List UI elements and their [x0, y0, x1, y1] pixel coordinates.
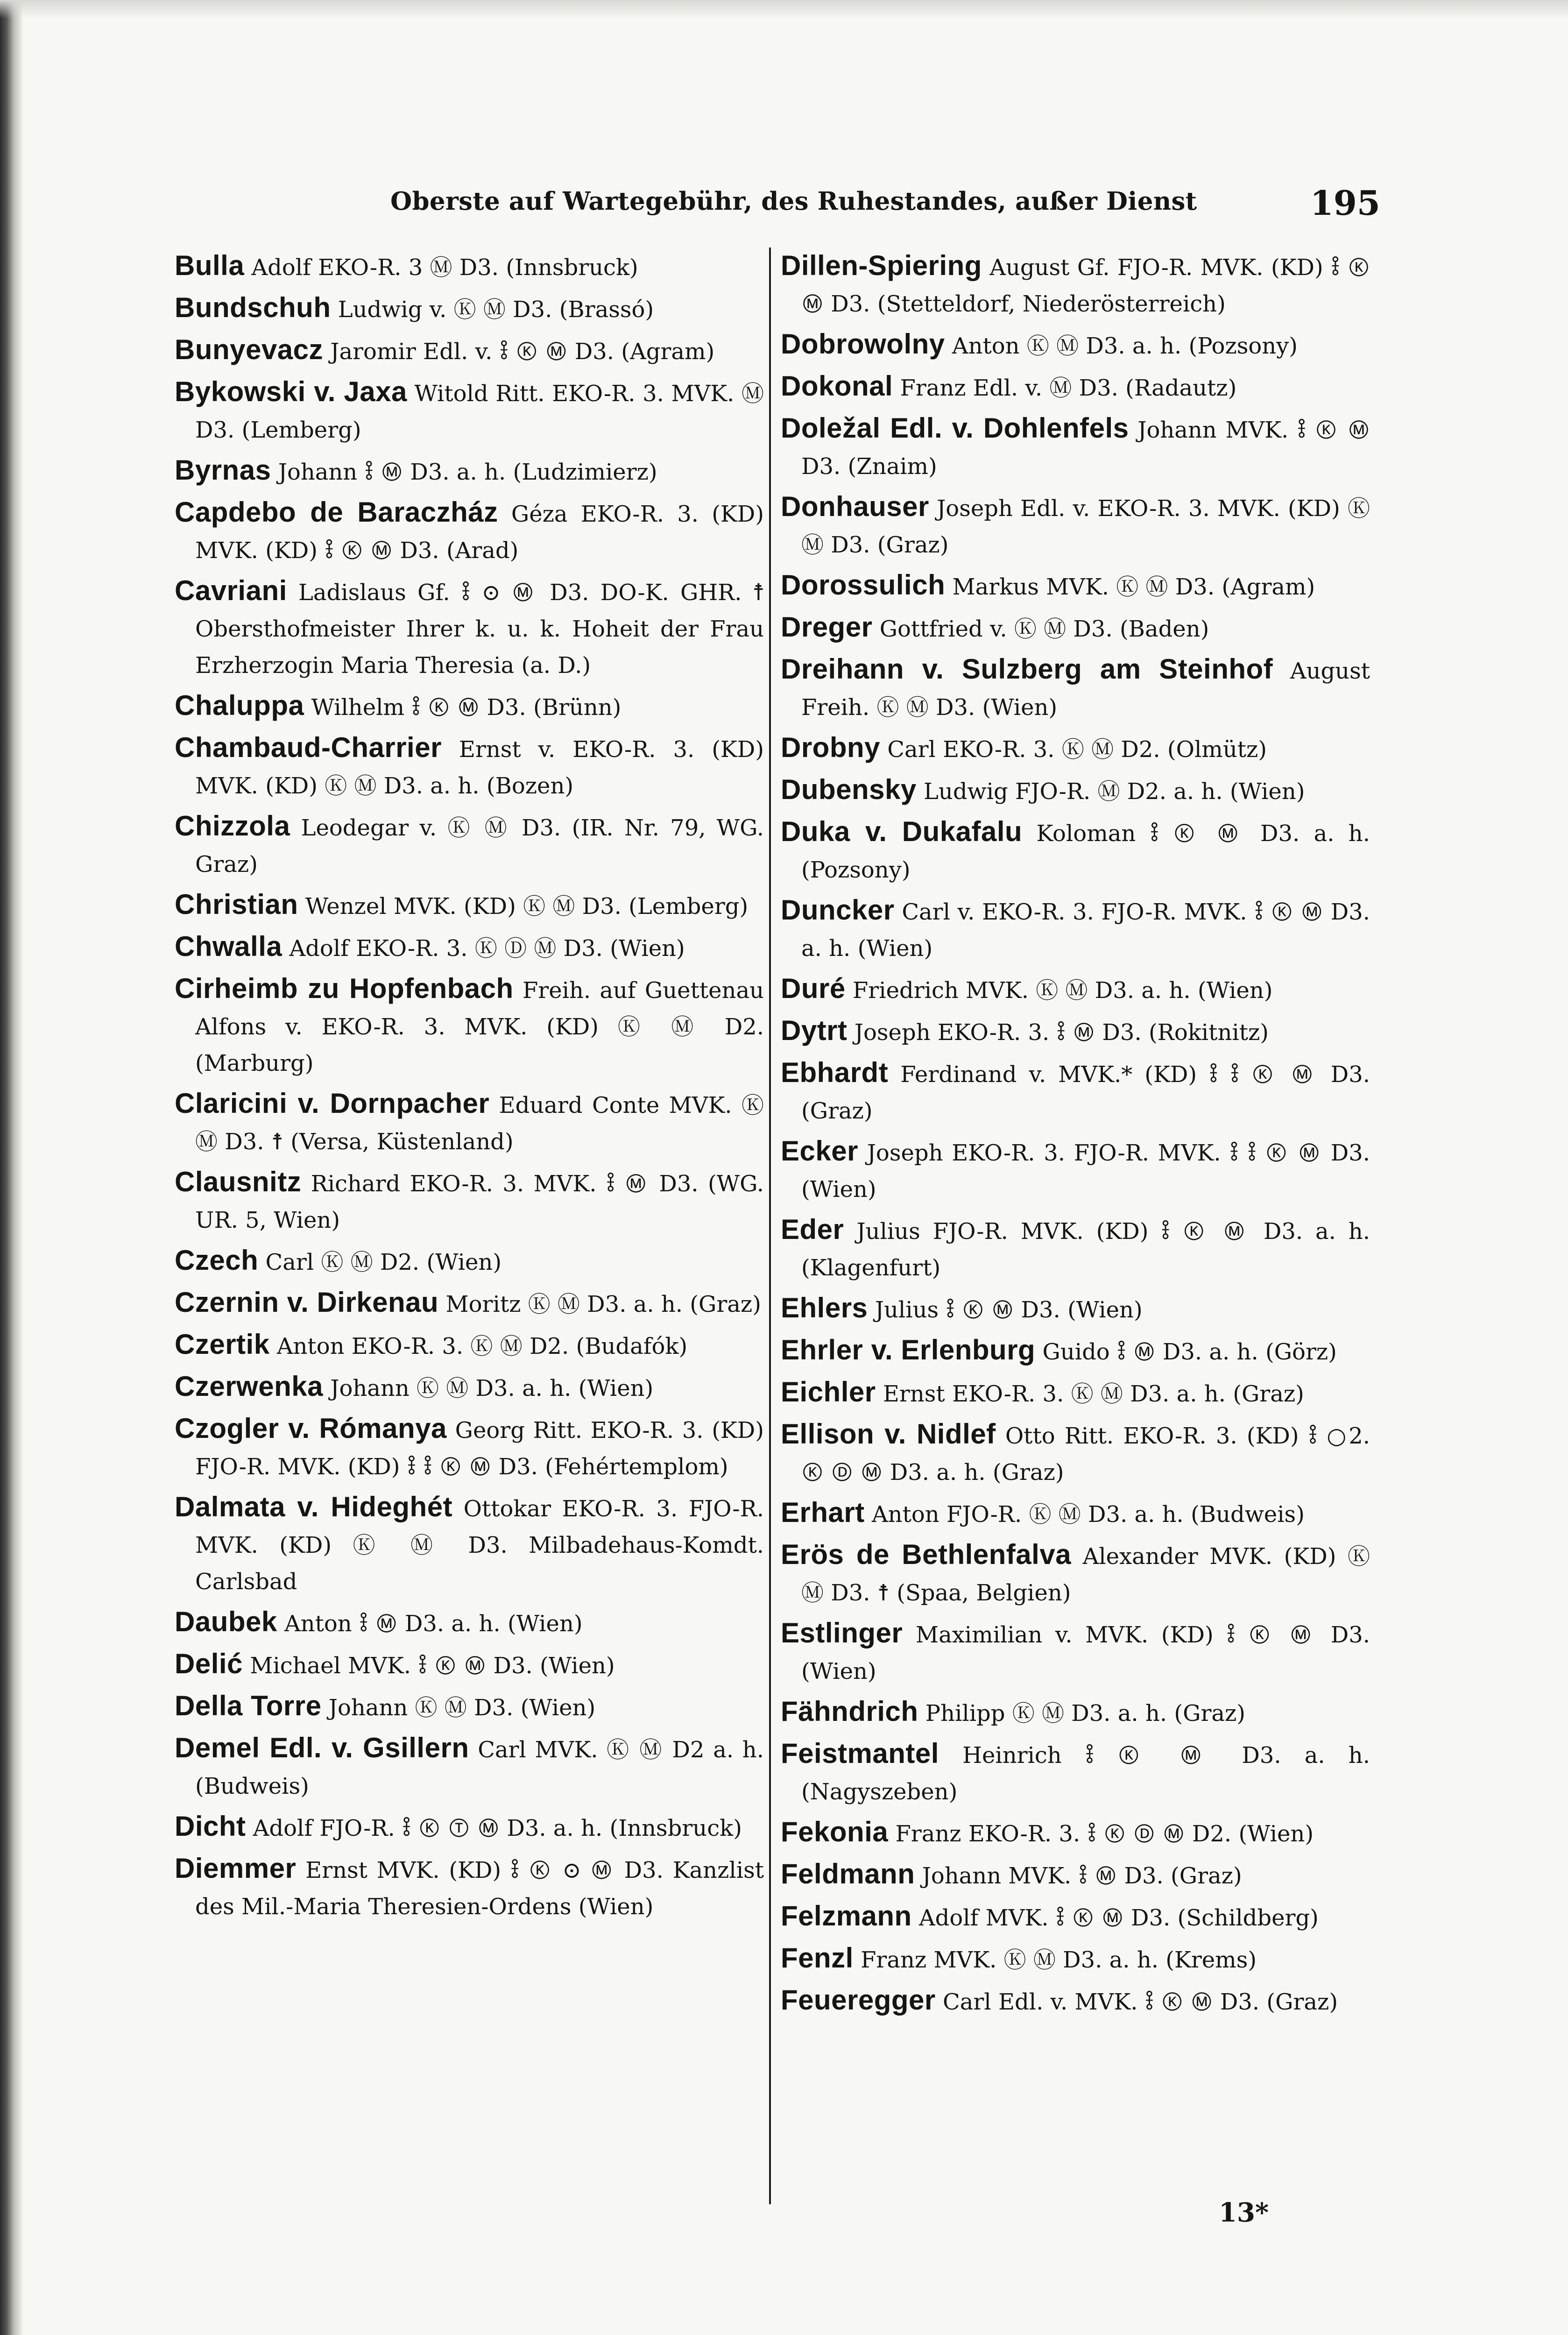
register-entry	[781, 1856, 1370, 1894]
entry-name: Czerwenka	[175, 1371, 323, 1402]
signature-mark: 13*	[1219, 2197, 1269, 2228]
register-entry	[175, 928, 764, 967]
register-entry	[781, 1374, 1370, 1412]
entry-details: Anton 🜣 Ⓜ D3. a. h. (Wien)	[284, 1611, 583, 1637]
entry-details: Anton Ⓚ Ⓜ D3. a. h. (Pozsony)	[952, 333, 1298, 359]
entry-name: Dubensky	[781, 774, 917, 805]
entry-details: Ferdinand v. MVK.* (KD) 🜣 🜣 Ⓚ Ⓜ D3. (Graz)	[801, 1061, 1370, 1124]
page-number: 195	[1310, 183, 1380, 223]
entry-details: Ludwig FJO-R. Ⓜ D2. a. h. (Wien)	[924, 778, 1305, 805]
entry-name: Chaluppa	[175, 690, 304, 721]
register-entry	[175, 1284, 764, 1323]
register-entry	[781, 1211, 1370, 1286]
entry-name: Diemmer	[175, 1853, 297, 1884]
entry-details: Carl v. EKO-R. 3. FJO-R. MVK. 🜣 Ⓚ Ⓜ D3. a. h. (Wien)	[801, 899, 1370, 962]
entry-details: Adolf FJO-R. 🜣 Ⓚ Ⓣ Ⓜ D3. a. h. (Innsbruck)	[253, 1815, 742, 1841]
left-column	[175, 248, 764, 2209]
register-entry	[175, 1850, 764, 1925]
register-entry	[175, 332, 764, 370]
register-entry	[175, 1164, 764, 1238]
register-entry	[781, 1290, 1370, 1328]
register-entry	[781, 368, 1370, 406]
register-entry	[781, 1012, 1370, 1051]
entry-details: Guido 🜣 Ⓜ D3. a. h. (Görz)	[1042, 1339, 1337, 1365]
entry-details: Johann Ⓚ Ⓜ D3. (Wien)	[328, 1695, 596, 1721]
entry-name: Czech	[175, 1245, 259, 1276]
entry-details: Anton FJO-R. Ⓚ Ⓜ D3. a. h. (Budweis)	[871, 1501, 1305, 1528]
entry-name: Ebhardt	[781, 1057, 889, 1088]
entry-name: Fenzl	[781, 1942, 854, 1974]
entry-details: Wenzel MVK. (KD) Ⓚ Ⓜ D3. (Lemberg)	[305, 893, 749, 920]
entry-name: Felzmann	[781, 1900, 912, 1932]
entry-details: Carl EKO-R. 3. Ⓚ Ⓜ D2. (Olmütz)	[887, 736, 1267, 763]
entry-name: Dorossulich	[781, 569, 946, 601]
entry-name: Daubek	[175, 1606, 277, 1637]
register-entry	[175, 1085, 764, 1160]
entry-details: Richard EKO-R. 3. MVK. 🜣 Ⓜ D3. (WG. UR. 5, Wien)	[195, 1171, 764, 1233]
entry-name: Feldmann	[781, 1858, 915, 1889]
register-entry	[175, 1730, 764, 1804]
entry-name: Della Torre	[175, 1690, 322, 1721]
register-entry	[175, 573, 764, 684]
register-entry	[175, 886, 764, 925]
entry-name: Fähndrich	[781, 1696, 918, 1727]
entry-details: Ladislaus Gf. 🜣 ⊙ Ⓜ D3. DO-K. GHR. ☨ Obersthofmeister Ihrer k. u. k. Hoheit der Frau Erzherzogin Maria Theresia (a. D.)	[195, 580, 764, 679]
register-entry	[781, 1735, 1370, 1810]
register-entry	[175, 970, 764, 1082]
register-entry	[781, 1536, 1370, 1611]
register-entry	[781, 651, 1370, 726]
entry-name: Erös de Bethlenfalva	[781, 1539, 1072, 1570]
register-entry	[175, 1368, 764, 1407]
entry-name: Chizzola	[175, 810, 290, 842]
register-entry	[175, 687, 764, 726]
entry-name: Duncker	[781, 894, 895, 926]
entry-details: Julius FJO-R. MVK. (KD) 🜣 Ⓚ Ⓜ D3. a. h. (Klagenfurt)	[801, 1218, 1370, 1281]
entry-name: Capdebo de Baraczház	[175, 496, 498, 528]
entry-name: Dillen-Spiering	[781, 250, 982, 281]
register-entry	[781, 970, 1370, 1009]
register-entry	[175, 1604, 764, 1642]
entry-details: Ludwig v. Ⓚ Ⓜ D3. (Brassó)	[338, 297, 654, 323]
register-entry	[175, 290, 764, 328]
register-entry	[175, 452, 764, 490]
entry-details: Ernst v. EKO-R. 3. (KD) MVK. (KD) Ⓚ Ⓜ D3. a. h. (Bozen)	[195, 736, 764, 799]
entry-details: August Gf. FJO-R. MVK. (KD) 🜣 Ⓚ Ⓜ D3. (Stetteldorf, Niederösterreich)	[801, 255, 1370, 317]
entry-details: Carl Edl. v. MVK. 🜣 Ⓚ Ⓜ D3. (Graz)	[943, 1989, 1338, 2015]
entry-details: Adolf MVK. 🜣 Ⓚ Ⓜ D3. (Schildberg)	[918, 1905, 1319, 1931]
entry-name: Clausnitz	[175, 1166, 302, 1197]
entry-details: Julius 🜣 Ⓚ Ⓜ D3. (Wien)	[875, 1297, 1143, 1323]
entry-name: Bundschuh	[175, 292, 331, 323]
entry-name: Chwalla	[175, 931, 283, 962]
entry-details: Philipp Ⓚ Ⓜ D3. a. h. (Graz)	[925, 1700, 1246, 1726]
entry-name: Donhauser	[781, 491, 929, 522]
entry-name: Duka v. Dukafalu	[781, 816, 1023, 847]
entry-name: Bykowski v. Jaxa	[175, 376, 407, 407]
entry-name: Bulla	[175, 250, 245, 281]
register-entry	[175, 248, 764, 286]
entry-name: Dalmata v. Hideghét	[175, 1491, 453, 1522]
entry-name: Christian	[175, 889, 298, 920]
entry-details: Joseph EKO-R. 3. 🜣 Ⓜ D3. (Rokitnitz)	[854, 1019, 1269, 1046]
entry-name: Dicht	[175, 1811, 246, 1842]
register-entry	[781, 1416, 1370, 1491]
register-entry	[781, 1814, 1370, 1852]
entry-name: Eichler	[781, 1376, 876, 1408]
entry-name: Chambaud-Charrier	[175, 732, 442, 763]
entry-name: Demel Edl. v. Gsillern	[175, 1732, 469, 1763]
running-title: Oberste auf Wartegebühr, des Ruhestandes, außer Dienst	[390, 187, 1197, 216]
entry-name: Ehlers	[781, 1292, 868, 1323]
entry-name: Dokonal	[781, 370, 893, 402]
column-divider	[769, 248, 771, 2204]
entry-details: Franz MVK. Ⓚ Ⓜ D3. a. h. (Krems)	[861, 1947, 1257, 1973]
entry-details: Carl MVK. Ⓚ Ⓜ D2 a. h. (Budweis)	[195, 1737, 764, 1799]
scan-page-edge	[0, 0, 23, 2335]
entry-details: Jaromir Edl. v. 🜣 Ⓚ Ⓜ D3. (Agram)	[330, 339, 715, 365]
entry-name: Claricini v. Dornpacher	[175, 1088, 490, 1119]
entry-details: Otto Ritt. EKO-R. 3. (KD) 🜣 ○2. Ⓚ Ⓓ Ⓜ D3. a. h. (Graz)	[801, 1423, 1370, 1486]
register-entry	[781, 488, 1370, 563]
register-entry	[175, 1808, 764, 1847]
entry-details: Joseph Edl. v. EKO-R. 3. MVK. (KD) Ⓚ Ⓜ D3. (Graz)	[801, 495, 1370, 558]
scan-top-shadow	[0, 0, 1568, 19]
entry-details: Markus MVK. Ⓚ Ⓜ D3. (Agram)	[952, 574, 1315, 600]
entry-name: Ecker	[781, 1135, 858, 1167]
register-entry	[175, 1242, 764, 1281]
entry-details: Heinrich 🜣 Ⓚ Ⓜ D3. a. h. (Nagyszeben)	[801, 1742, 1370, 1805]
entry-name: Drobny	[781, 732, 880, 763]
entry-name: Cirheimb zu Hopfenbach	[175, 973, 514, 1004]
register-entry	[781, 1332, 1370, 1370]
register-entry	[781, 1693, 1370, 1732]
entry-name: Bunyevacz	[175, 334, 323, 365]
register-entry	[781, 1898, 1370, 1936]
entry-details: Maximilian v. MVK. (KD) 🜣 Ⓚ Ⓜ D3. (Wien)	[801, 1622, 1370, 1684]
register-entry	[781, 1982, 1370, 2020]
entry-details: Alexander MVK. (KD) Ⓚ Ⓜ D3. ☨ (Spaa, Belgien)	[801, 1543, 1370, 1606]
entry-details: August Freih. Ⓚ Ⓜ D3. (Wien)	[801, 658, 1370, 721]
entry-name: Dobrowolny	[781, 328, 945, 360]
entry-name: Delić	[175, 1648, 243, 1679]
register-entry	[781, 729, 1370, 768]
entry-name: Ehrler v. Erlenburg	[781, 1334, 1036, 1366]
entry-details: Freih. auf Guettenau Alfons v. EKO-R. 3. MVK. (KD) Ⓚ Ⓜ D2. (Marburg)	[195, 977, 764, 1076]
register-entry	[781, 1615, 1370, 1690]
register-entry	[175, 1410, 764, 1485]
entry-name: Dytrt	[781, 1015, 848, 1046]
entry-details: Friedrich MVK. Ⓚ Ⓜ D3. a. h. (Wien)	[852, 977, 1273, 1004]
entry-details: Moritz Ⓚ Ⓜ D3. a. h. (Graz)	[445, 1291, 761, 1317]
entry-details: Koloman 🜣 Ⓚ Ⓜ D3. a. h. (Pozsony)	[801, 821, 1370, 883]
entry-details: Adolf EKO-R. 3 Ⓜ D3. (Innsbruck)	[251, 255, 638, 281]
entry-details: Anton EKO-R. 3. Ⓚ Ⓜ D2. (Budafók)	[276, 1333, 688, 1359]
register-entry	[781, 1054, 1370, 1129]
entry-details: Georg Ritt. EKO-R. 3. (KD) FJO-R. MVK. (KD) 🜣 🜣 Ⓚ Ⓜ D3. (Fehértemplom)	[195, 1417, 764, 1480]
register-entry	[175, 1646, 764, 1684]
register-entry	[781, 326, 1370, 364]
entry-name: Cavriani	[175, 575, 287, 606]
entry-name: Feistmantel	[781, 1738, 939, 1769]
register-entry	[781, 1940, 1370, 1978]
right-column	[781, 248, 1370, 2209]
entry-details: Adolf EKO-R. 3. Ⓚ Ⓓ Ⓜ D3. (Wien)	[289, 935, 685, 962]
entry-name: Doležal Edl. v. Dohlenfels	[781, 412, 1129, 444]
register-entry	[175, 1326, 764, 1365]
register-entry	[175, 729, 764, 804]
entry-details: Johann 🜣 Ⓜ D3. a. h. (Ludzimierz)	[278, 459, 657, 485]
entry-details: Géza EKO-R. 3. (KD) MVK. (KD) 🜣 Ⓚ Ⓜ D3. (Arad)	[195, 501, 764, 564]
entry-name: Fekonia	[781, 1816, 889, 1847]
entry-name: Eder	[781, 1214, 844, 1245]
entry-name: Byrnas	[175, 454, 271, 486]
register-entry	[781, 609, 1370, 647]
entry-details: Eduard Conte MVK. Ⓚ Ⓜ D3. ☨ (Versa, Küstenland)	[195, 1092, 764, 1155]
entry-details: Ernst MVK. (KD) 🜣 Ⓚ ⊙ Ⓜ D3. Kanzlist des Mil.-Maria Theresien-Ordens (Wien)	[195, 1857, 764, 1920]
entry-details: Johann Ⓚ Ⓜ D3. a. h. (Wien)	[330, 1375, 654, 1401]
register-entry	[175, 1489, 764, 1600]
register-entry	[781, 892, 1370, 967]
entry-details: Gottfried v. Ⓚ Ⓜ D3. (Baden)	[879, 616, 1209, 642]
entry-name: Czogler v. Rómanya	[175, 1413, 447, 1444]
entry-name: Czernin v. Dirkenau	[175, 1287, 439, 1318]
register-entry	[175, 808, 764, 883]
entry-name: Duré	[781, 973, 846, 1004]
entry-details: Ottokar EKO-R. 3. FJO-R. MVK. (KD) Ⓚ Ⓜ D3. Milbadehaus-Komdt. Carlsbad	[195, 1496, 764, 1595]
entry-name: Feueregger	[781, 1984, 936, 2016]
register-entry	[175, 1688, 764, 1726]
entry-name: Dreger	[781, 611, 873, 643]
entry-name: Estlinger	[781, 1617, 903, 1649]
register-entry	[175, 494, 764, 569]
entry-name: Ellison v. Nidlef	[781, 1418, 996, 1450]
page-header	[390, 183, 1380, 223]
entry-details: Joseph EKO-R. 3. FJO-R. MVK. 🜣 🜣 Ⓚ Ⓜ D3. (Wien)	[801, 1140, 1370, 1203]
register-entry	[781, 567, 1370, 605]
entry-details: Franz Edl. v. Ⓜ D3. (Radautz)	[900, 375, 1237, 401]
register-entry	[175, 374, 764, 448]
register-entry	[781, 248, 1370, 322]
entry-details: Johann MVK. 🜣 Ⓜ D3. (Graz)	[922, 1863, 1242, 1889]
entry-details: Witold Ritt. EKO-R. 3. MVK. Ⓜ D3. (Lemberg)	[195, 381, 764, 443]
entry-details: Michael MVK. 🜣 Ⓚ Ⓜ D3. (Wien)	[250, 1653, 615, 1679]
register-entry	[781, 771, 1370, 810]
entry-details: Ernst EKO-R. 3. Ⓚ Ⓜ D3. a. h. (Graz)	[883, 1381, 1304, 1407]
entry-name: Dreihann v. Sulzberg am Steinhof	[781, 653, 1273, 685]
entry-name: Erhart	[781, 1497, 865, 1528]
entry-name: Czertik	[175, 1329, 270, 1360]
register-entry	[781, 814, 1370, 888]
entry-details: Wilhelm 🜣 Ⓚ Ⓜ D3. (Brünn)	[311, 694, 622, 721]
register-entry	[781, 410, 1370, 485]
register-entry	[781, 1133, 1370, 1208]
register-entry	[781, 1494, 1370, 1533]
entry-details: Johann MVK. 🜣 Ⓚ Ⓜ D3. (Znaim)	[801, 417, 1370, 480]
entry-details: Carl Ⓚ Ⓜ D2. (Wien)	[265, 1249, 502, 1275]
entry-details: Leodegar v. Ⓚ Ⓜ D3. (IR. Nr. 79, WG. Graz)	[195, 815, 764, 877]
entry-details: Franz EKO-R. 3. 🜣 Ⓚ Ⓓ Ⓜ D2. (Wien)	[895, 1821, 1314, 1847]
